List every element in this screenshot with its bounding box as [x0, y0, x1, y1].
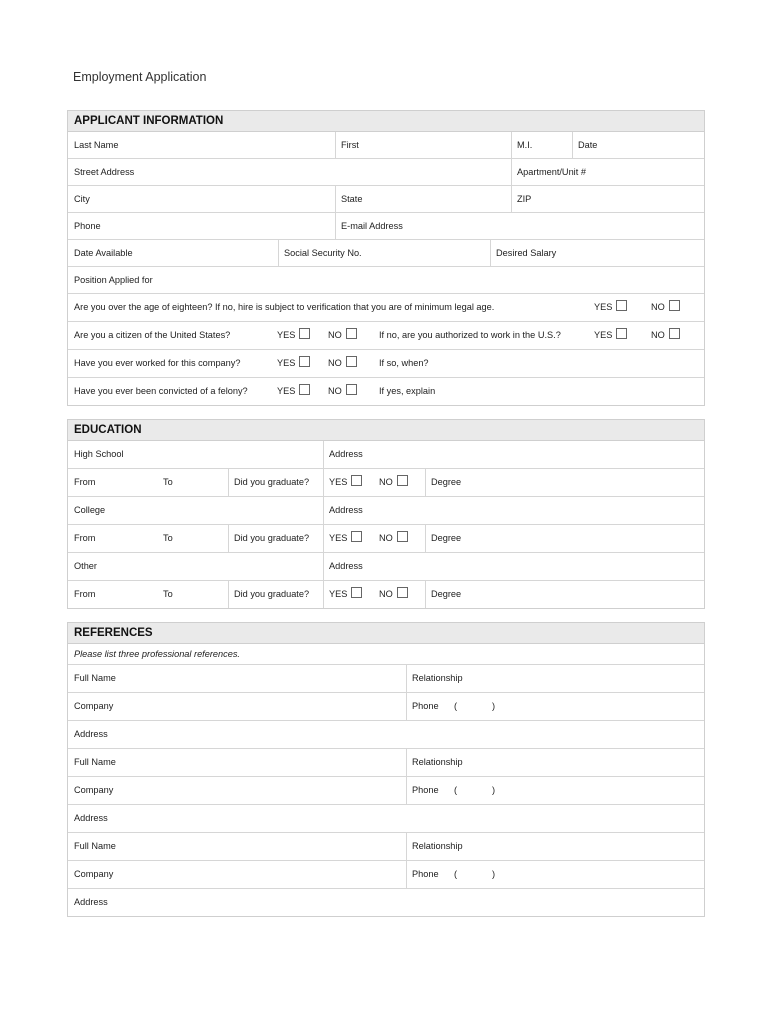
- reference-2-phone-paren-close: ): [492, 785, 496, 795]
- high-school-no-label: NO: [379, 477, 393, 487]
- felony-explain-field[interactable]: If yes, explain: [379, 386, 436, 396]
- other-no-option[interactable]: [379, 581, 408, 608]
- authorized-question-label: If no, are you authorized to work in the U.S.?: [379, 330, 561, 340]
- high-school-graduate-label: Did you graduate?: [228, 469, 309, 496]
- age-question-label: Are you over the age of eighteen? If no, hire is subject to verification that you are of minimum legal age.: [74, 302, 495, 312]
- other-to-field[interactable]: To: [163, 589, 173, 599]
- college-no-checkbox[interactable]: [397, 531, 408, 542]
- high-school-no-checkbox[interactable]: [397, 475, 408, 486]
- authorized-no-label: NO: [651, 330, 665, 340]
- references-instructions: Please list three professional references.: [74, 649, 240, 659]
- college-address-field[interactable]: Address: [323, 497, 363, 524]
- document-title: Employment Application: [73, 70, 207, 84]
- age-no-checkbox[interactable]: [669, 300, 680, 311]
- reference-2-company-field[interactable]: Company: [74, 785, 114, 795]
- applicant-information-heading: APPLICANT INFORMATION: [68, 111, 704, 132]
- street-address-field[interactable]: Street Address: [74, 167, 135, 177]
- college-from-field[interactable]: From: [74, 533, 96, 543]
- other-details-row: [68, 581, 704, 608]
- high-school-row: [68, 441, 704, 469]
- reference-2-full-name-field[interactable]: Full Name: [74, 757, 116, 767]
- reference-3-full-name-field[interactable]: Full Name: [74, 841, 116, 851]
- college-graduate-label: Did you graduate?: [228, 525, 309, 552]
- phone-row: [68, 213, 704, 240]
- worked-no-label: NO: [328, 358, 342, 368]
- worked-yes-checkbox[interactable]: [299, 356, 310, 367]
- other-no-label: NO: [379, 589, 393, 599]
- high-school-yes-option[interactable]: [323, 469, 362, 496]
- other-degree-field[interactable]: Degree: [425, 581, 461, 608]
- reference-3-address-field[interactable]: Address: [74, 897, 108, 907]
- reference-2-phone-paren-open: (: [454, 785, 458, 795]
- date-field[interactable]: Date: [572, 132, 597, 158]
- city-row: [68, 186, 704, 213]
- reference-3-name-row: [68, 833, 704, 861]
- high-school-yes-label: YES: [329, 477, 348, 487]
- college-no-option[interactable]: [379, 525, 408, 552]
- other-yes-label: YES: [329, 589, 348, 599]
- reference-3-relationship-field[interactable]: Relationship: [406, 833, 463, 860]
- reference-3-company-field[interactable]: Company: [74, 869, 114, 879]
- other-no-checkbox[interactable]: [397, 587, 408, 598]
- city-field[interactable]: City: [74, 194, 90, 204]
- citizen-no-checkbox[interactable]: [346, 328, 357, 339]
- citizen-question-row: [68, 322, 704, 350]
- apartment-field[interactable]: Apartment/Unit #: [511, 159, 586, 185]
- high-school-yes-checkbox[interactable]: [351, 475, 362, 486]
- college-yes-label: YES: [329, 533, 348, 543]
- email-field[interactable]: E-mail Address: [335, 213, 403, 239]
- worked-no-option[interactable]: [328, 350, 357, 377]
- worked-no-checkbox[interactable]: [346, 356, 357, 367]
- references-section: [67, 622, 705, 917]
- position-applied-field[interactable]: Position Applied for: [74, 275, 153, 285]
- felony-yes-option[interactable]: [277, 378, 310, 405]
- college-to-field[interactable]: To: [163, 533, 173, 543]
- other-yes-option[interactable]: [323, 581, 362, 608]
- position-row: [68, 267, 704, 294]
- felony-no-option[interactable]: [328, 378, 357, 405]
- worked-yes-option[interactable]: [277, 350, 310, 377]
- zip-field[interactable]: ZIP: [511, 186, 531, 212]
- reference-1-address-field[interactable]: Address: [74, 729, 108, 739]
- felony-question-label: Have you ever been convicted of a felony?: [74, 386, 248, 396]
- authorized-no-option[interactable]: [651, 322, 680, 349]
- reference-2-company-row: [68, 777, 704, 805]
- education-section: [67, 419, 705, 609]
- college-degree-field[interactable]: Degree: [425, 525, 461, 552]
- age-yes-label: YES: [594, 302, 613, 312]
- last-name-field[interactable]: Last Name: [74, 140, 119, 150]
- reference-2-phone-label: Phone: [406, 777, 439, 804]
- reference-1-phone-paren-open: (: [454, 701, 458, 711]
- age-no-label: NO: [651, 302, 665, 312]
- other-school-field[interactable]: Other: [74, 561, 97, 571]
- citizen-yes-checkbox[interactable]: [299, 328, 310, 339]
- first-name-field[interactable]: First: [335, 132, 359, 158]
- ssn-field[interactable]: Social Security No.: [278, 240, 362, 266]
- citizen-question-label: Are you a citizen of the United States?: [74, 330, 231, 340]
- college-row: [68, 497, 704, 525]
- reference-1-address-row: [68, 721, 704, 749]
- worked-question-label: Have you ever worked for this company?: [74, 358, 241, 368]
- reference-3-phone-paren-close: ): [492, 869, 496, 879]
- felony-no-label: NO: [328, 386, 342, 396]
- age-no-option[interactable]: [651, 294, 680, 321]
- authorized-yes-checkbox[interactable]: [616, 328, 627, 339]
- middle-initial-field[interactable]: M.I.: [511, 132, 532, 158]
- worked-when-field[interactable]: If so, when?: [379, 358, 429, 368]
- references-heading: REFERENCES: [68, 623, 704, 644]
- availability-row: [68, 240, 704, 267]
- age-yes-checkbox[interactable]: [616, 300, 627, 311]
- desired-salary-field[interactable]: Desired Salary: [490, 240, 556, 266]
- reference-1-name-row: [68, 664, 704, 693]
- age-yes-option[interactable]: [594, 294, 627, 321]
- felony-yes-label: YES: [277, 386, 296, 396]
- high-school-degree-field[interactable]: Degree: [425, 469, 461, 496]
- state-field[interactable]: State: [335, 186, 362, 212]
- reference-3-phone-label: Phone: [406, 861, 439, 888]
- reference-3-company-row: [68, 861, 704, 889]
- other-address-field[interactable]: Address: [323, 553, 363, 580]
- age-question-row: [68, 294, 704, 322]
- citizen-no-option[interactable]: [328, 322, 357, 349]
- reference-1-relationship-field[interactable]: Relationship: [406, 665, 463, 692]
- college-no-label: NO: [379, 533, 393, 543]
- authorized-no-checkbox[interactable]: [669, 328, 680, 339]
- felony-no-checkbox[interactable]: [346, 384, 357, 395]
- high-school-to-field[interactable]: To: [163, 477, 173, 487]
- authorized-yes-label: YES: [594, 330, 613, 340]
- felony-yes-checkbox[interactable]: [299, 384, 310, 395]
- authorized-yes-option[interactable]: [594, 322, 627, 349]
- college-yes-option[interactable]: [323, 525, 362, 552]
- high-school-details-row: [68, 469, 704, 497]
- reference-3-address-row: [68, 889, 704, 916]
- other-row: [68, 553, 704, 581]
- reference-3-phone-paren-open: (: [454, 869, 458, 879]
- worked-yes-label: YES: [277, 358, 296, 368]
- education-heading: EDUCATION: [68, 420, 704, 441]
- citizen-yes-label: YES: [277, 330, 296, 340]
- citizen-no-label: NO: [328, 330, 342, 340]
- high-school-field[interactable]: High School: [74, 449, 124, 459]
- reference-1-phone-label: Phone: [406, 693, 439, 720]
- phone-field[interactable]: Phone: [74, 221, 101, 231]
- other-yes-checkbox[interactable]: [351, 587, 362, 598]
- felony-question-row: [68, 378, 704, 405]
- reference-1-phone-paren-close: ): [492, 701, 496, 711]
- college-field[interactable]: College: [74, 505, 106, 515]
- reference-2-relationship-field[interactable]: Relationship: [406, 749, 463, 776]
- college-yes-checkbox[interactable]: [351, 531, 362, 542]
- high-school-address-field[interactable]: Address: [323, 441, 363, 468]
- high-school-no-option[interactable]: [379, 469, 408, 496]
- college-details-row: [68, 525, 704, 553]
- reference-2-address-row: [68, 805, 704, 833]
- reference-1-company-field[interactable]: Company: [74, 701, 114, 711]
- high-school-from-field[interactable]: From: [74, 477, 96, 487]
- reference-1-company-row: [68, 693, 704, 721]
- reference-2-address-field[interactable]: Address: [74, 813, 108, 823]
- reference-1-full-name-field[interactable]: Full Name: [74, 673, 116, 683]
- citizen-yes-option[interactable]: [277, 322, 310, 349]
- street-row: [68, 159, 704, 186]
- other-graduate-label: Did you graduate?: [228, 581, 309, 608]
- name-row: [68, 132, 704, 159]
- reference-2-name-row: [68, 749, 704, 777]
- other-from-field[interactable]: From: [74, 589, 96, 599]
- worked-question-row: [68, 350, 704, 378]
- date-available-field[interactable]: Date Available: [74, 248, 133, 258]
- applicant-information-section: [67, 110, 705, 406]
